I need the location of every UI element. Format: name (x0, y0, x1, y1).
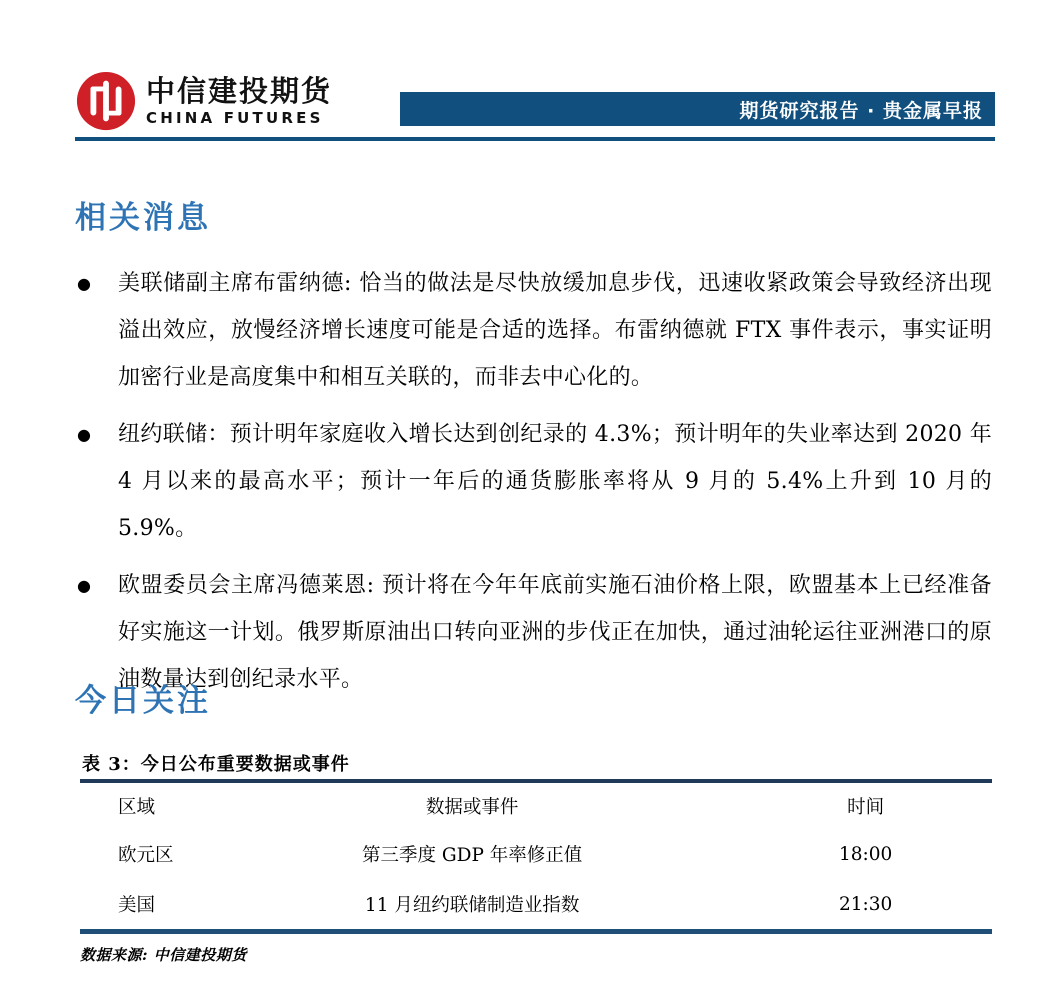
cell-region: 欧元区 (118, 845, 174, 866)
section-title-news: 相关消息 (75, 200, 211, 236)
data-source-note: 数据来源: 中信建投期货 (80, 946, 247, 964)
news-bullet-list (75, 260, 992, 713)
section-title-focus: 今日关注 (75, 683, 211, 719)
citic-logo-icon (75, 70, 137, 132)
cell-time: 18:00 (838, 843, 893, 865)
header-divider (75, 137, 995, 141)
news-bullet-text: 纽约联储：预计明年家庭收入增长达到创纪录的 4.3%；预计明年的失业率达到 2020 年 4 月以来的最高水平；预计一年后的通货膨胀率将从 9 月的 5.4%上升到 10 月的 5.9%。 (118, 422, 992, 541)
events-table (80, 779, 992, 934)
cell-event: 11 月纽约联储制造业指数 (364, 895, 580, 916)
logo-text-block (146, 73, 333, 127)
news-bullet-text: 美联储副主席布雷纳德: 恰当的做法是尽快放缓加息步伐，迅速收紧政策会导致经济出现溢出效应，放慢经济增长速度可能是合适的选择。布雷纳德就 FTX 事件表示，事实证明加密行业是高度集中和相互关联的，而非去中心化的。 (118, 271, 992, 390)
logo-cn-text: 中信建投期货 (146, 73, 333, 108)
table-caption: 表 3：今日公布重要数据或事件 (82, 754, 350, 775)
news-bullet-item (75, 260, 992, 401)
news-bullet-item (75, 562, 992, 703)
cell-event: 第三季度 GDP 年率修正值 (361, 845, 583, 866)
header-cell-region: 区域 (118, 797, 156, 818)
news-bullet-item (75, 411, 992, 552)
table-header-row (80, 781, 992, 829)
bullet-icon: ● (77, 425, 92, 444)
cell-region: 美国 (118, 895, 156, 916)
news-bullet-text: 欧盟委员会主席冯德莱恩: 预计将在今年年底前实施石油价格上限，欧盟基本上已经准备好实施这一计划。俄罗斯原油出口转向亚洲的步伐正在加快，通过油轮运往亚洲港口的原油数量达到创纪录水平。 (118, 573, 992, 692)
header-cell-event: 数据或事件 (425, 797, 519, 818)
bullet-icon: ● (77, 274, 92, 293)
company-logo (75, 70, 332, 132)
table-row (80, 879, 992, 932)
report-banner: 期货研究报告 · 贵金属早报 (400, 92, 995, 126)
logo-en-text: CHINA FUTURES (146, 108, 324, 127)
header-cell-time: 时间 (847, 797, 885, 818)
table-row (80, 829, 992, 879)
bullet-icon: ● (77, 576, 92, 595)
cell-time: 21:30 (838, 893, 893, 915)
